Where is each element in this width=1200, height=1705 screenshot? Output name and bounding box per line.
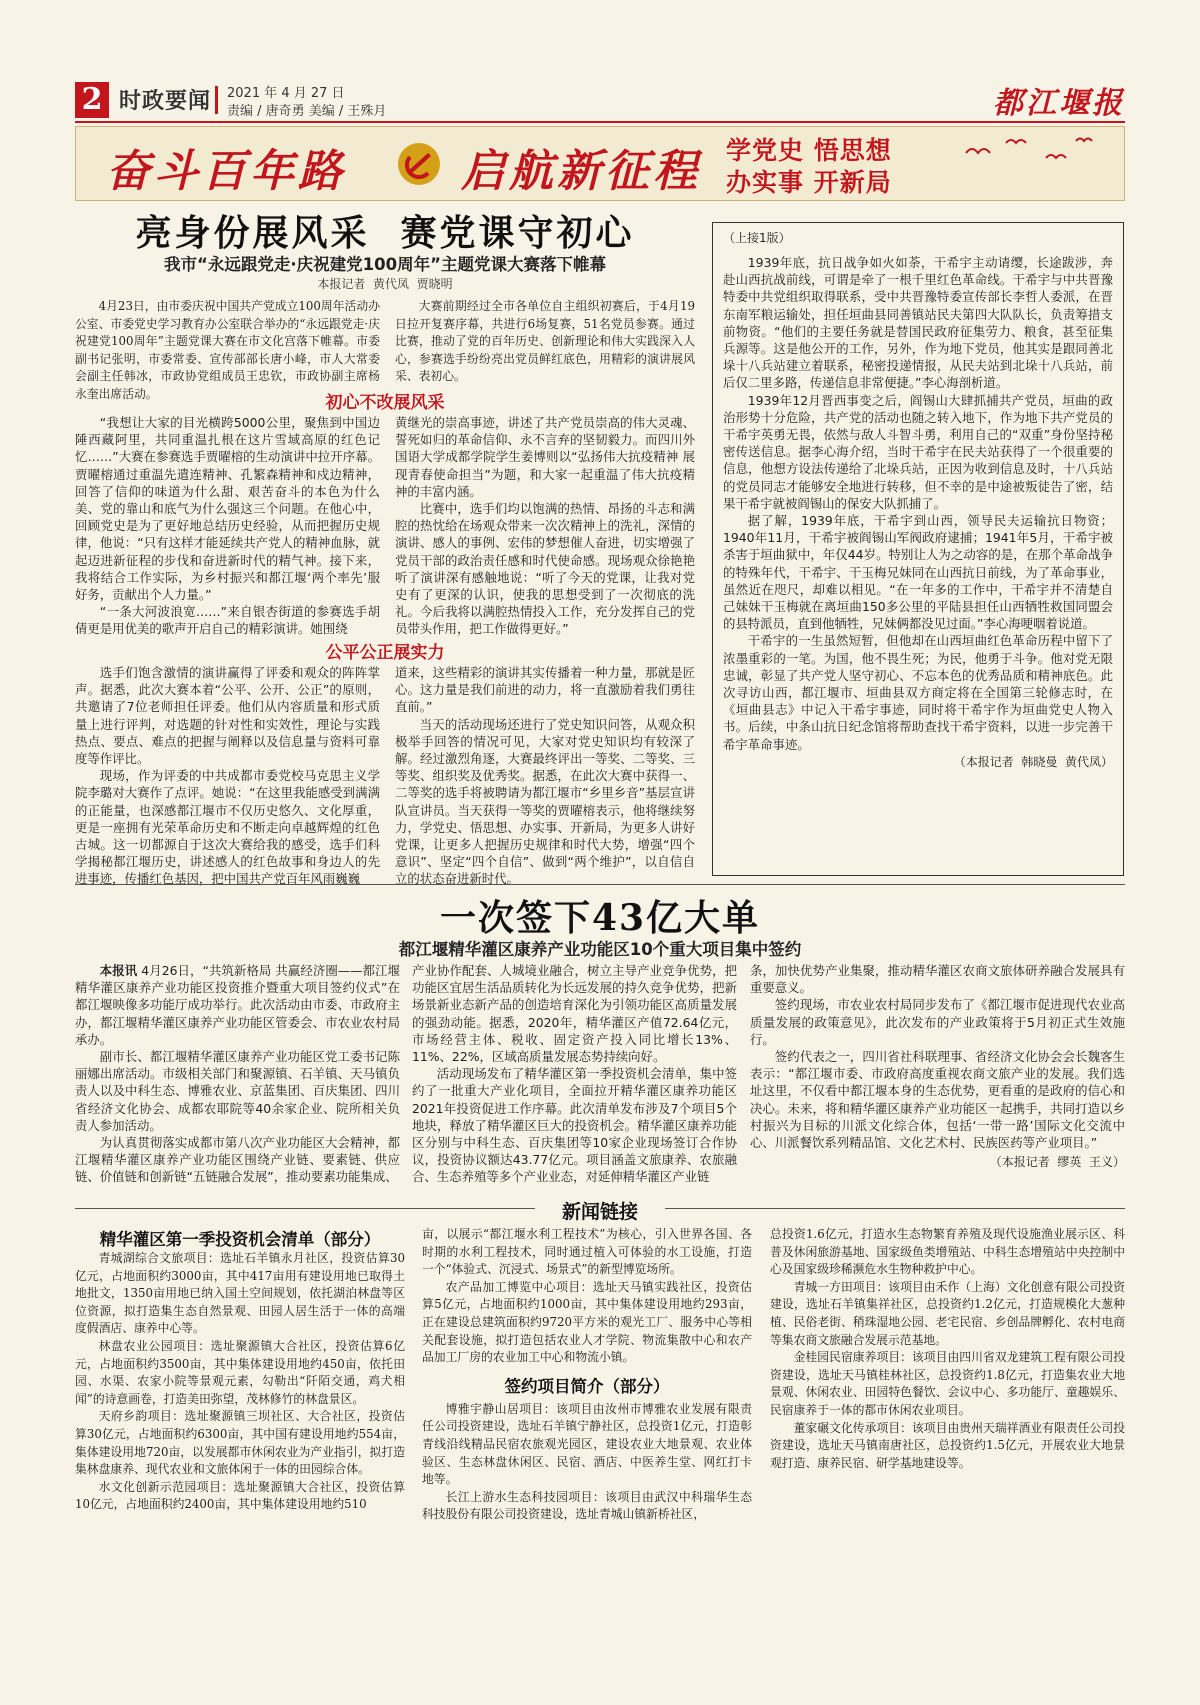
party-emblem-icon	[396, 141, 442, 187]
article2-subtitle: 都江堰精华灌区康养产业功能区10个重大项目集中签约	[398, 940, 802, 959]
page-header	[75, 82, 1125, 120]
subhead-2: 公平公正展实力	[325, 643, 445, 663]
article2-title: 一次签下43亿大单	[439, 897, 761, 939]
s2-right-p2: 当天的活动现场还进行了党史知识问答，从观众积极举手回答的情况可见，大家对党史知识均有较深了解。经过激烈角逐，大赛最终评出一等奖、二等奖、三等奖、组织奖及优秀奖。据悉，在此次大赛中获得一、二等奖的选手将被聘请为都江堰市“乡里乡音”基层宣讲队宣讲员。当天获得一等奖的贾曜榕表示，他将继续努力，学党史、悟思想、办实事、开新局，为更多人讲好党课，让更多人把握历史规律和时代大势，增强“四个意识”、坚定“四个自信”、做到“两个维护”，以自信自立的状态奋进新时代。	[395, 716, 695, 887]
article2-c3-p2: 签约现场，市农业农村局同步发布了《都江堰市促进现代农业高质量发展的政策意见》，此次发布的产业政策将于5月初正式生效施行。	[750, 997, 1125, 1047]
header-divider	[215, 86, 218, 114]
news-link-col1	[75, 1250, 405, 1514]
news-dateline: 本报讯	[99, 963, 138, 978]
s1-left-p1: “我想让大家的目光横跨5000公里，聚焦到中国边陲西藏阿里，共同重温扎根在这片雪域高原的红色记忆……”大赛在参赛选手贾曜榕的生动演讲中拉开序幕。贾曜榕通过重温先遣连精神、孔繁森精神和戍边精神，回答了信仰的味道为什么甜、艰苦奋斗的本色为什么美、党的靠山和底气为什么强这三个问题。在他心中，回顾党史是为了更好地总结历史经验，从而把握历史规律，他说：“只有这样才能延续共产党人的精神血脉，就起迈进新征程的步伐和奋进新时代的精气神。接下来，我将结合工作实际，为乡村振兴和都江堰‘两个率先’服好务，贡献出个人力量。”	[75, 415, 380, 603]
news-link-rule-left	[75, 1208, 535, 1209]
s2-left-p1: 选手们饱含激情的演讲赢得了评委和观众的阵阵掌声。据悉，此次大赛本着“公平、公开、公正”的原则，共邀请了7位老师担任评委。他们从内容质量和形式质量上进行评判，对选题的针对性和实效性，理论与实践热点、要点、难点的把握与阐释以及信息量与资料可靠度等作评比。	[75, 665, 380, 767]
s2-right-col	[395, 664, 695, 888]
article1-lead-right: 大赛前期经过全市各单位自主组织初赛后，于4月19日拉开复赛序幕，共进行6场复赛，51名党员参赛。通过比赛，推动了党的百年历史、创新理论和伟大实践深入人心，参赛选手纷纷亮出党员鲜红底色，用精彩的演讲展风采、表初心。	[395, 299, 695, 384]
sidebar-p4: 干希宇的一生虽然短暂，但他却在山西垣曲红色革命历程中留下了浓墨重彩的一笔。为国，他不畏生死；为民，他勇于斗争。他对党无限忠诚，彰显了共产党人坚守初心、不忘本色的优秀品质和精神底色。此次寻访山西，都江堰市、垣曲县双方商定将在全国第三轮修志时，在《垣曲县志》中记入干希宇事迹，同时将干希宇作为垣曲党史人物入书。后续，中条山抗日纪念馆将帮助查找干希宇资料，以进一步完善干希宇革命事迹。	[723, 633, 1113, 752]
sidebar-p2: 1939年12月晋西事变之后，阎锡山大肆抓捕共产党员，垣曲的政治形势十分危险，共产党的活动也随之转入地下，作为地下共产党员的干希宇英勇无畏，依然与敌人斗智斗勇，利用自己的“双重”身份坚持秘密传送信息。据李心海介绍，当时干希宇在民夫站获得了一个很重要的信息，他想方设法传递给了北垛兵站，正因为收到信息及时，十八兵站的党员同志才能够安全地进行转移，但不幸的是中途被叛徒告了密，结果干希宇就被阎锡山的保安大队抓捕了。	[723, 392, 1113, 511]
sidebar-continued: （上接1版）	[723, 231, 791, 245]
sidebar-p3: 据了解，1939年底，干希宇到山西，领导民夫运输抗日物资；1940年11月，干希宇被阎锡山军阀政府逮捕；1941年5月，干希宇被杀害于垣曲狱中，年仅44岁。特别让人为之动容的是，在那个革命战争的特殊年代，干希宇、干玉梅兄妹同在山西抗日前线，为了革命事业，虽然近在咫尺，却难以相见。“在一年多的工作中，干希宇并不清楚自己妹妹干玉梅就在离垣曲150多公里的平陆县担任山西牺牲救国同盟会的县特派员，直到他牺牲，兄妹俩都没见过面。”李心海哽咽着说道。	[723, 513, 1113, 632]
mid-p2: 农产品加工博览中心项目：选址天马镇实践社区，投资估算5亿元，占地面积约1000亩，其中集体建设用地约293亩，正在建设总建筑面积约9720平方米的观光工厂、服务中心等相关配套设施，拟打造包括农业人才学院、物流集散中心和农产品加工厂房的农业加工中心和物流小镇。	[422, 1279, 752, 1365]
article2-c1-p1-text: 4月26日，“共筑新格局 共赢经济圈——都江堰精华灌区康养产业功能区投资推介暨重大项目签约仪式”在都江堰映像多功能厅成功举行。此次活动由市委、市政府主办，都江堰精华灌区康养产业功能区管委会、市农业农村局承办。	[75, 963, 401, 1047]
article2-byline: （本报记者 缪英 王义）	[989, 1155, 1125, 1170]
sidebar-p1: 1939年底，抗日战争如火如荼，干希宇主动请缨，长途跋涉，奔赴山西抗战前线，可谓是牵了一根千里红色革命线。干希宇与中共晋豫特委中共党组织取得联系，受中共晋豫特委宣传部长李哲人委派，在晋东南军粮运输处，担任垣曲县同善镇站民夫第四大队队长，负责筹措支前物资。“他们的主要任务就是替国民政府征集劳力、粮食，甚至征集兵源等。这是他公开的工作，另外，作为地下党员，他其实是跟同善北垛十八兵站建立着联系，秘密投递情报，从民夫站到北垛十八兵站，前后仅二里多路，传递信息非常便捷。”李心海剖析道。	[723, 255, 1113, 391]
article2-c1-p3: 为认真贯彻落实成都市第八次产业功能区大会精神，都江堰精华灌区康养产业功能区围绕产业链、要素链、供应链、价值链和创新链“五链融合发展”，推动要素功能集成、	[75, 1135, 400, 1185]
s1-left-p2: “一条大河波浪宽……”来自银杏街道的参赛选手胡倩更是用优美的歌声开启自己的精彩演讲。她围绕	[75, 604, 380, 637]
article2-c3-p3: 签约代表之一，四川省社科联理事、省经济文化协会会长魏客生表示：“都江堰市委、市政府高度重视农商文旅产业的发展。我们选址这里，不仅看中都江堰本身的生态优势，更看重的是政府的信心和决心。未来，将和精华灌区康养产业功能区一起携手，共同打造以乡村振兴为目标的川派文化综合体，包括‘一带一路’国际文化交流中心、川派餐饮系列精品馆、文化艺术村、民族医药等产业项目。”	[750, 1049, 1125, 1151]
header-rule	[75, 121, 1125, 123]
mid-p3: 博雅宇静山居项目：该项目由汝州市博雅农业发展有限责任公司投资建设，选址石羊镇宁静社区，总投资1亿元，打造彰青线沿线精品民宿农旅观光园区，建设农业大地景观、农业体验区、生态林盘休闲区、民宿、酒店、中医养生堂、网红打卡地等。	[422, 1401, 752, 1487]
right-p1: 总投资1.6亿元，打造水生态物繁育养殖及现代设施渔业展示区、科普及休闲旅游基地、国家级鱼类增殖站、中科生态增殖站中央控制中心及国家级珍稀濒危水生物种救护中心。	[770, 1227, 1125, 1277]
article1-subtitle: 我市“永远跟党走·庆祝建党100周年”主题党课大赛落下帷幕	[164, 255, 606, 274]
news-link-col3	[770, 1226, 1125, 1472]
right-p4: 董家碾文化传承项目：该项目由贵州天瑞祥酒业有限责任公司投资建设，选址天马镇南唐社区，总投资约1.5亿元，开展农业大地景观打造、康养民宿、研学基地建设等。	[770, 1420, 1125, 1470]
list-p1: 青城湖综合文旅项目：选址石羊镇永月社区，投资估算30亿元，占地面积约3000亩，其中417亩用有建设用地已取得土地批文，1350亩用地已纳入国土空间规划，依托湖泊林盘等区位资源，拟打造集生态自然景观、田园人居生活于一体的高端度假酒店、康养中心等。	[75, 1251, 405, 1336]
article2-col3	[750, 962, 1125, 1170]
bird-icon	[956, 133, 1106, 173]
signing-projects-title: 签约项目简介（部分）	[504, 1376, 670, 1396]
right-p3: 金桂园民宿康养项目：该项目由四川省双龙建筑工程有限公司投资建设，选址天马镇桂林社区，总投资约1.8亿元，打造集农业大地景观、休闲农业、田园特色餐饮、会议中心、多功能厅、童趣娱乐、民宿康养于一体的都市休闲农业项目。	[770, 1350, 1125, 1417]
subhead-1: 初心不改展风采	[325, 393, 445, 413]
investment-list-title: 精华灌区第一季投资机会清单（部分）	[99, 1230, 381, 1249]
newspaper-logo: 都江堰报	[993, 86, 1125, 121]
s2-left-col	[75, 664, 380, 888]
article2-c1-p2: 副市长、都江堰精华灌区康养产业功能区党工委书记陈丽娜出席活动。市级相关部门和聚源镇、石羊镇、天马镇负责人以及中科生态、博雅农业、京蓝集团、百庆集团、四川省经济文化协会、成都农耶院等40余家企业、院所相关负责人参加活动。	[75, 1049, 400, 1133]
s2-left-p2: 现场，作为评委的中共成都市委党校马克思主义学院李璐对大赛作了点评。她说：“在这里我能感受到满满的正能量，也深感都江堰市不仅历史悠久、文化厚重，更是一座拥有光荣革命历史和不断走向卓越辉煌的红色古城。这一切都源自于这次大赛给我的感受，选手们科学揭秘都江堰历史，讲述感人的红色故事和身边人的先进事迹，传播红色基因，把中国共产党百年风雨巍巍	[75, 768, 380, 887]
article2-c3-p1: 条，加快优势产业集聚，推动精华灌区农商文旅体研养融合发展具有重要意义。	[750, 963, 1125, 996]
right-p2: 青城一方田项目：该项目由禾作（上海）文化创意有限公司投资建设，选址石羊镇集祥社区，总投资约1.2亿元，打造规模化大葱种植、民俗老街、稍珠湿地公园、老宅民宿、乡创品牌孵化、农村电商等集农商文旅融合发展示范基地。	[770, 1279, 1125, 1347]
article2-top-rule	[75, 884, 1125, 885]
article1-byline: 本报记者 黄代凤 贾晓明	[317, 277, 453, 291]
article2-c2-p2: 活动现场发布了精华灌区第一季投资机会清单，集中签约了一批重大产业化项目，全面拉开精华灌区康养功能区2021年投资促进工作序幕。此次清单发布涉及7个项目5个地块，释放了精华灌区巨大的投资机会。精华灌区康养功能区分别与中科生态、百庆集团等10家企业现场签订合作协议，投资协议额达43.77亿元。项目涵盖文旅康养、农旅融合、生态养殖等多个产业业态，对延伸精华灌区产业链	[412, 1066, 737, 1185]
list-p4: 水文化创新示范园项目：选址聚源镇大合社区，投资估算10亿元，占地面积约2400亩，其中集体建设用地约510	[75, 1479, 405, 1512]
sidebar-box	[712, 222, 1124, 876]
page-number: 2	[75, 82, 109, 118]
banner-slogan-2: 办实事 开新局	[726, 168, 892, 197]
article1-lead-left: 4月23日，由市委庆祝中国共产党成立100周年活动办公室、市委党史学习教育办公室联合举办的“永远跟党走·庆祝建党100周年”主题党课大赛在市文化宫落下帷幕。市委副书记张明，市委常委、宣传部部长唐小峰，市人大常委会副主任韩冰，市政协党组成员王忠钦，市政协副主席杨永奎出席活动。	[75, 299, 380, 401]
article2-col2	[412, 962, 737, 1186]
s1-right-p2: 比赛中，选手们均以饱满的热情、昂扬的斗志和满腔的热忱给在场观众带来一次次精神上的洗礼，深情的演讲、感人的事例、宏伟的梦想催人奋进，切实增强了党员干部的政治责任感和时代使命感。现场观众徐艳艳听了演讲深有感触地说：“听了今天的党课，让我对党史有了更深的认识，使我的思想受到了一次彻底的洗礼。今后我将以满腔热情投入工作，充分发挥自己的党员带头作用，把工作做得更好。”	[395, 501, 695, 637]
article2-col1	[75, 962, 400, 1186]
issue-date: 2021 年 4 月 27 日	[227, 86, 345, 101]
s1-right-col	[395, 414, 695, 638]
banner-left-text: 奋斗百年路	[106, 146, 346, 197]
section-name: 时政要闻	[119, 88, 212, 114]
banner-right-text: 启航新征程	[461, 146, 701, 197]
mid-p1: 亩，以展示“都江堰水利工程技术”为核心，引入世界各国、各时期的水利工程技术，同时通过植入可体验的水工设施，打造一个“体验式、沉浸式、场景式”的新型博览场所。	[422, 1227, 752, 1277]
list-p3: 天府乡韵项目：选址聚源镇三坝社区、大合社区，投资估算30亿元，占地面积约6300亩，其中国有建设用地约554亩，集体建设用地720亩，以发展都市休闲农业为产业指引，拟打造集林盘康养、现代农业和文旅体闲于一体的田园综合体。	[75, 1409, 405, 1477]
mid-p4: 长江上游水生态科技园项目：该项目由武汉中科瑞华生态科技股份有限公司投资建设，选址青城山镇新桥社区，	[422, 1489, 752, 1522]
s1-right-p1: 黄继光的崇高事迹，讲述了共产党员崇高的伟大灵魂、誓死如归的革命信仰、永不言弃的坚韧毅力。而四川外国语大学成都学院学生姜博则以“弘扬伟大抗疫精神 展现青春使命担当”为题，和大家一起重温了伟大抗疫精神的丰富内涵。	[395, 415, 695, 499]
editors: 责编 / 唐奇勇 美编 / 王殊月	[227, 104, 387, 119]
news-link-col2	[422, 1226, 752, 1524]
news-link-heading: 新闻链接	[561, 1201, 638, 1223]
s1-left-col	[75, 414, 380, 638]
banner-slogan-1: 学党史 悟思想	[726, 136, 892, 165]
sidebar-byline: （本报记者 韩晓曼 黄代凤）	[953, 754, 1113, 769]
banner	[75, 126, 1125, 201]
news-link-rule-right	[665, 1208, 1125, 1209]
article2-c1-p1	[75, 962, 400, 1048]
article2-c2-p1: 产业协作配套、人城境业融合，树立主导产业竞争优势，把功能区宜居生活品质转化为长远发展的持久竞争优势，把新场景新业态新产品的创造培育深化为引领功能区高质量发展的强劲动能。据悉，2020年，精华灌区产值72.64亿元，市场经营主体、税收、固定资产投入同比增长13%、11%、22%，区域高质量发展态势持续向好。	[412, 963, 737, 1065]
article1-title: 亮身份展风采 赛党课守初心	[135, 212, 635, 254]
s2-right-p1: 道来，这些精彩的演讲其实传播着一种力量，那就是匠心。这力量是我们前进的动力，将一直激励着我们勇往直前。”	[395, 665, 695, 715]
list-p2: 林盘农业公园项目：选址聚源镇大合社区，投资估算6亿元，占地面积约3500亩，其中集体建设用地约450亩，依托田园、水渠、农家小院等景观元素，勾勒出“阡陌交通，鸡犬相闻”的诗意画卷，打造美田弥望，茂林修竹的林盘景区。	[75, 1338, 405, 1406]
